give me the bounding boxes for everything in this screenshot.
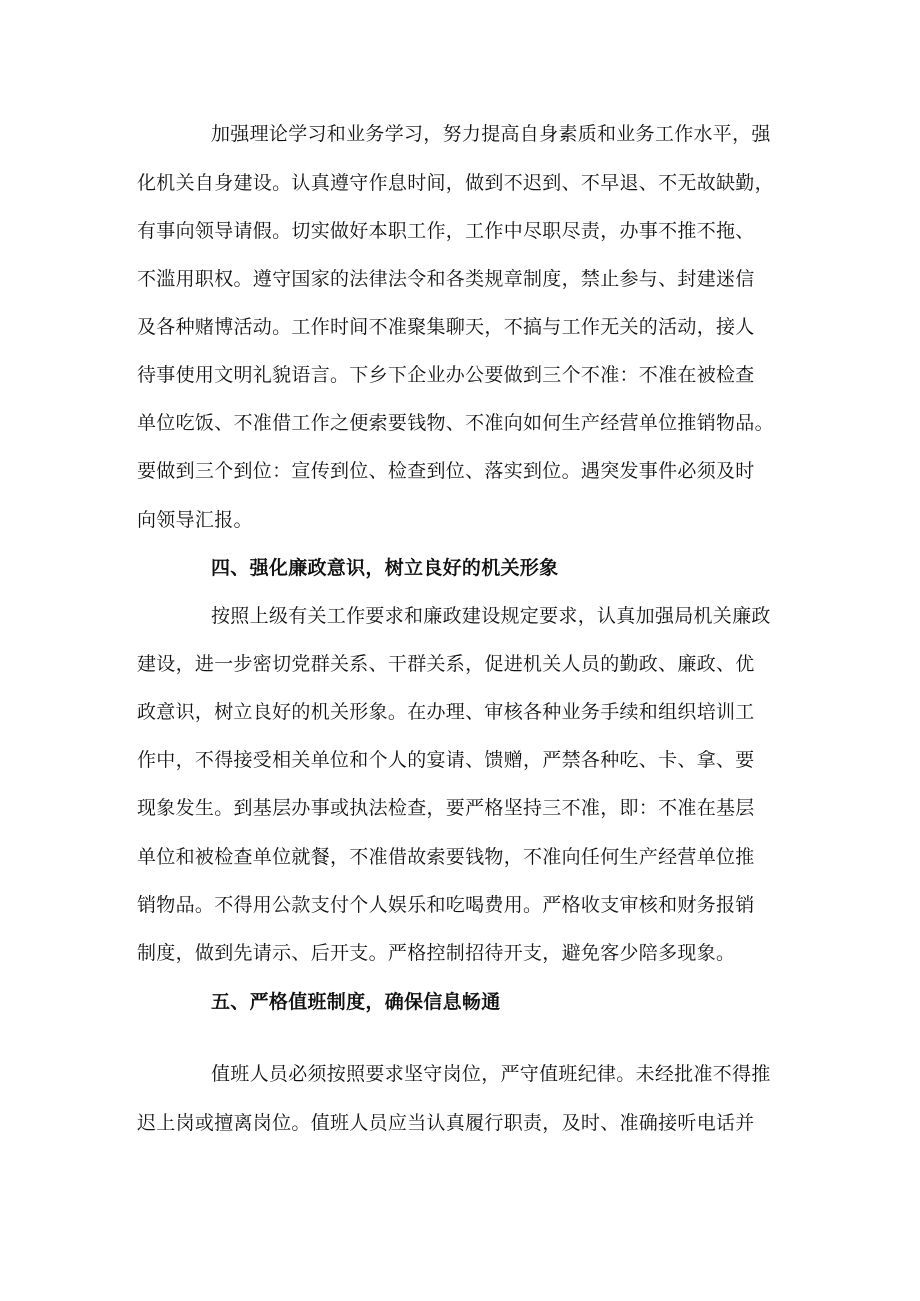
- paragraph2-line-8: 制度，做到先请示、后开支。严格控制招待开支，避免客少陪多现象。: [137, 942, 736, 964]
- section-heading-4: 四、强化廉政意识，树立良好的机关形象: [211, 557, 559, 579]
- paragraph1-line-5: 及各种赌博活动。工作时间不准聚集聊天，不搞与工作无关的活动，接人: [137, 316, 755, 338]
- paragraph2-line-4: 作中，不得接受相关单位和个人的宴请、馈赠，严禁各种吃、卡、拿、要: [137, 749, 755, 771]
- paragraph1-line-7: 单位吃饭、不准借工作之便索要钱物、不准向如何生产经营单位推销物品。: [137, 412, 774, 434]
- paragraph1-line-8: 要做到三个到位：宣传到位、检查到位、落实到位。遇突发事件必须及时: [137, 460, 755, 482]
- paragraph2-line-3: 政意识，树立良好的机关形象。在办理、审核各种业务手续和组织培训工: [137, 701, 755, 723]
- paragraph2-line-2: 建设，进一步密切党群关系、干群关系，促进机关人员的勤政、廉政、优: [137, 653, 755, 675]
- paragraph2-line-6: 单位和被检查单位就餐，不准借故索要钱物，不准向任何生产经营单位推: [137, 846, 755, 868]
- section-heading-5: 五、严格值班制度，确保信息畅通: [211, 991, 501, 1013]
- paragraph1-line-6: 待事使用文明礼貌语言。下乡下企业办公要做到三个不准：不准在被检查: [137, 364, 755, 386]
- paragraph3-line-2: 迟上岗或擅离岗位。值班人员应当认真履行职责，及时、准确接听电话并: [137, 1112, 755, 1134]
- paragraph1-line-4: 不滥用职权。遵守国家的法律法令和各类规章制度，禁止参与、封建迷信: [137, 268, 755, 290]
- paragraph3-line-1: 值班人员必须按照要求坚守岗位，严守值班纪律。未经批准不得推: [211, 1063, 771, 1085]
- paragraph2-line-5: 现象发生。到基层办事或执法检查，要严格坚持三不准，即：不准在基层: [137, 797, 755, 819]
- paragraph1-line-3: 有事向领导请假。切实做好本职工作，工作中尽职尽责，办事不推不拖、: [137, 220, 755, 242]
- paragraph1-line-2: 化机关自身建设。认真遵守作息时间，做到不迟到、不早退、不无故缺勤，: [137, 172, 774, 194]
- paragraph2-line-7: 销物品。不得用公款支付个人娱乐和吃喝费用。严格收支审核和财务报销: [137, 894, 755, 916]
- paragraph1-line-1: 加强理论学习和业务学习，努力提高自身素质和业务工作水平，强: [211, 123, 771, 145]
- paragraph2-line-1: 按照上级有关工作要求和廉政建设规定要求，认真加强局机关廉政: [211, 605, 771, 627]
- paragraph1-line-9: 向领导汇报。: [137, 509, 253, 531]
